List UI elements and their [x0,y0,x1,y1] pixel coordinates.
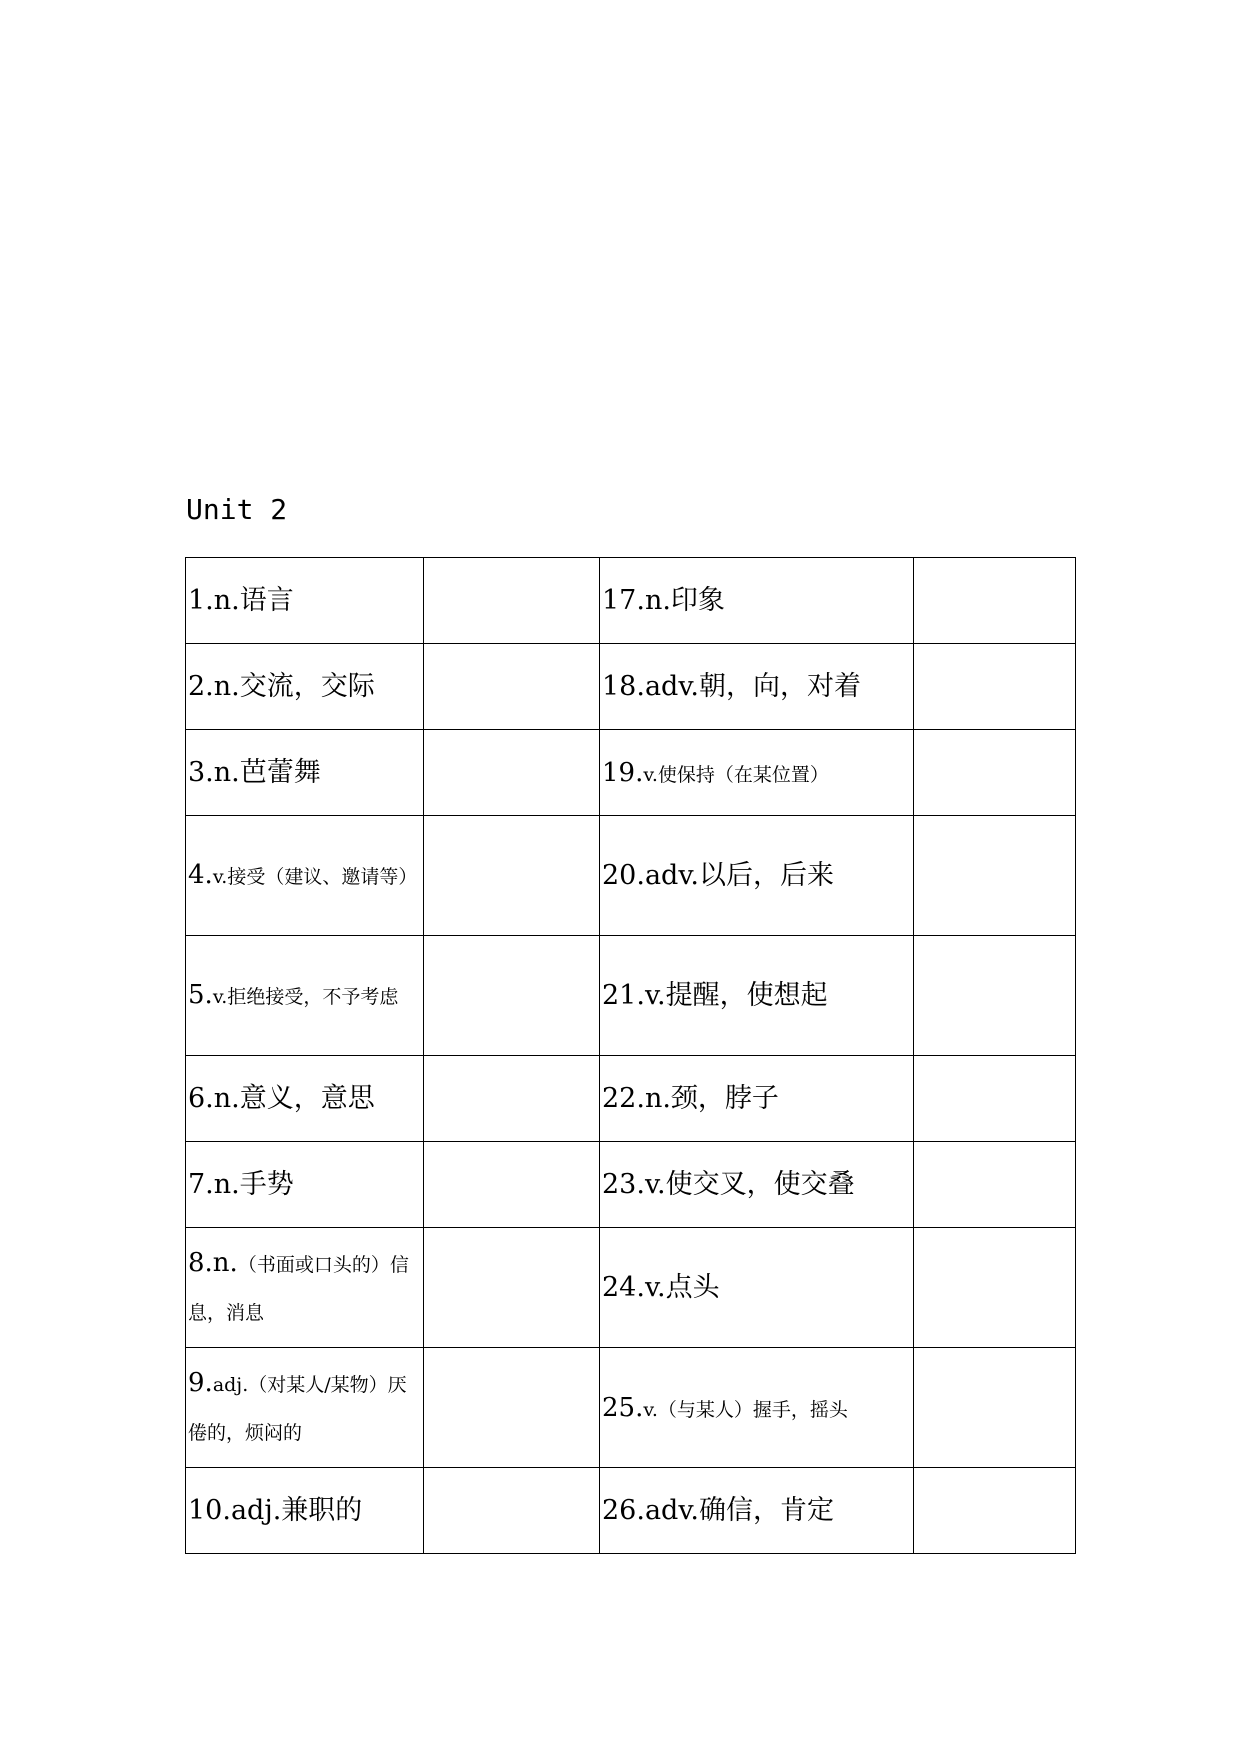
answer-blank[interactable] [426,981,599,1011]
vocab-number: 8.n. [188,1247,238,1278]
left-answer-cell[interactable] [424,730,600,816]
vocab-prompt: 26.adv.确信，肯定 [602,1494,834,1526]
left-prompt-cell [186,730,424,816]
vocab-prompt [188,1239,423,1337]
right-answer-cell[interactable] [914,1142,1076,1228]
vocab-prompt: 24.v.点头 [602,1271,720,1303]
table-row [186,1228,1076,1348]
table-row [186,936,1076,1056]
left-prompt-cell [186,936,424,1056]
left-prompt-cell [186,816,424,936]
answer-blank[interactable] [426,1273,599,1303]
right-answer-cell[interactable] [914,816,1076,936]
right-answer-cell[interactable] [914,1468,1076,1554]
answer-blank[interactable] [426,586,599,616]
answer-blank[interactable] [426,758,599,788]
right-answer-cell[interactable] [914,1056,1076,1142]
right-answer-cell[interactable] [914,644,1076,730]
vocab-number: 4. [188,859,213,890]
left-answer-cell[interactable] [424,558,600,644]
answer-blank[interactable] [916,861,1075,891]
vocabulary-table [185,557,1076,1554]
answer-blank[interactable] [916,1393,1075,1423]
left-prompt-cell [186,1348,424,1468]
left-prompt-cell [186,1228,424,1348]
left-answer-cell[interactable] [424,644,600,730]
vocab-number: 25. [602,1392,644,1423]
right-answer-cell[interactable] [914,1348,1076,1468]
right-prompt-cell [600,730,914,816]
right-prompt-cell [600,816,914,936]
vocab-prompt: 23.v.使交叉，使交叠 [602,1168,855,1200]
vocab-number: 9. [188,1367,213,1398]
left-prompt-cell [186,558,424,644]
vocab-prompt: 17.n.印象 [602,584,725,616]
answer-blank[interactable] [916,1273,1075,1303]
table-row [186,816,1076,936]
left-answer-cell[interactable] [424,816,600,936]
left-answer-cell[interactable] [424,1468,600,1554]
answer-blank[interactable] [916,586,1075,616]
vocab-prompt: 6.n.意义，意思 [188,1082,375,1114]
right-prompt-cell [600,644,914,730]
vocab-prompt: 22.n.颈，脖子 [602,1082,779,1114]
vocab-prompt: 21.v.提醒，使想起 [602,979,828,1011]
table-row [186,644,1076,730]
vocab-prompt: 3.n.芭蕾舞 [188,756,321,788]
left-answer-cell[interactable] [424,1142,600,1228]
answer-blank[interactable] [426,672,599,702]
vocab-definition: v.使保持（在某位置） [643,763,829,786]
vocab-prompt [602,1393,913,1423]
vocab-prompt [188,851,423,901]
vocab-prompt [188,1359,423,1457]
answer-blank[interactable] [916,1496,1075,1526]
table-row [186,1348,1076,1468]
table-row [186,1142,1076,1228]
vocab-definition: （书面或口头的）信息，消息 [188,1253,409,1324]
answer-blank[interactable] [426,1393,599,1423]
vocab-number: 19. [602,757,644,788]
right-prompt-cell [600,1348,914,1468]
left-prompt-cell [186,1142,424,1228]
right-prompt-cell [600,558,914,644]
vocab-prompt: 20.adv.以后，后来 [602,859,834,891]
answer-blank[interactable] [916,758,1075,788]
right-answer-cell[interactable] [914,730,1076,816]
answer-blank[interactable] [426,1170,599,1200]
vocab-prompt: 7.n.手势 [188,1168,294,1200]
table-row [186,1468,1076,1554]
vocab-definition: v.接受（建议、邀请等） [212,865,418,888]
table-row [186,558,1076,644]
answer-blank[interactable] [916,1084,1075,1114]
vocab-prompt: 10.adj.兼职的 [188,1494,363,1526]
answer-blank[interactable] [916,981,1075,1011]
left-answer-cell[interactable] [424,936,600,1056]
right-prompt-cell [600,1056,914,1142]
table-row [186,730,1076,816]
vocab-prompt [602,758,913,788]
answer-blank[interactable] [426,861,599,891]
answer-blank[interactable] [426,1084,599,1114]
vocab-definition: adj.（对某人/某物）厌倦的，烦闷的 [188,1373,407,1444]
left-prompt-cell [186,1056,424,1142]
left-prompt-cell [186,644,424,730]
right-answer-cell[interactable] [914,558,1076,644]
right-answer-cell[interactable] [914,1228,1076,1348]
answer-blank[interactable] [916,1170,1075,1200]
answer-blank[interactable] [426,1496,599,1526]
right-answer-cell[interactable] [914,936,1076,1056]
vocab-definition: v.（与某人）握手，摇头 [643,1398,848,1421]
table-row [186,1056,1076,1142]
vocab-prompt [188,971,423,1021]
left-prompt-cell [186,1468,424,1554]
left-answer-cell[interactable] [424,1348,600,1468]
right-prompt-cell [600,936,914,1056]
vocab-number: 5. [188,979,213,1010]
left-answer-cell[interactable] [424,1228,600,1348]
right-prompt-cell [600,1468,914,1554]
right-prompt-cell [600,1142,914,1228]
vocab-prompt: 1.n.语言 [188,584,294,616]
vocab-prompt: 2.n.交流，交际 [188,670,375,702]
answer-blank[interactable] [916,672,1075,702]
unit-title: Unit 2 [186,493,288,526]
vocab-definition: v.拒绝接受，不予考虑 [212,985,399,1008]
right-prompt-cell [600,1228,914,1348]
left-answer-cell[interactable] [424,1056,600,1142]
vocab-prompt: 18.adv.朝，向，对着 [602,670,861,702]
